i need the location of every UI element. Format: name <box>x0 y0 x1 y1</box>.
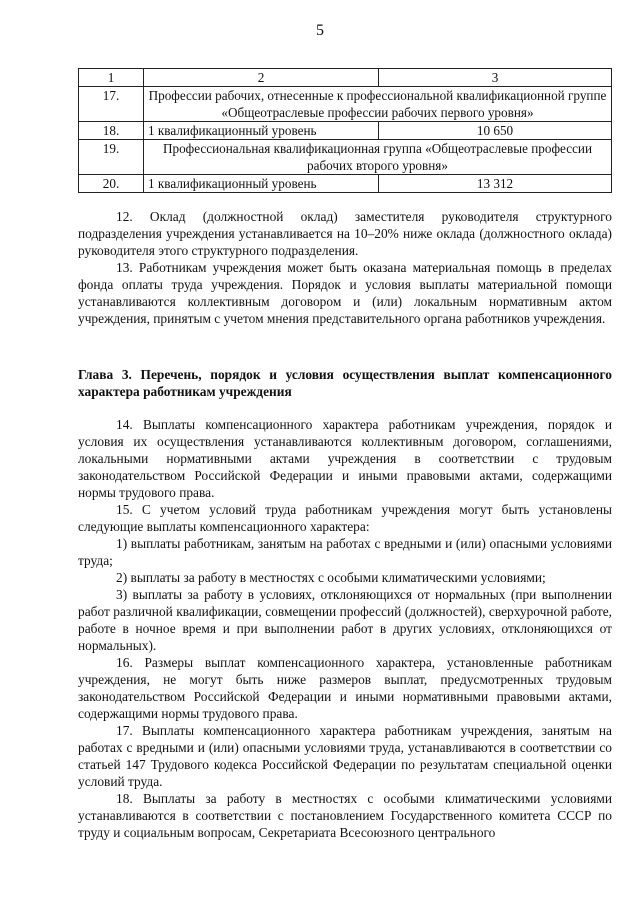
page-number: 5 <box>316 22 324 39</box>
bottom-paragraphs <box>78 416 612 841</box>
list-item: 1) выплаты работникам, занятым на работах с вредными и (или) опасными условиями труда; <box>78 536 612 568</box>
table-row <box>79 175 612 193</box>
row-value: 10 650 <box>379 122 612 140</box>
row-number: 17. <box>79 87 144 122</box>
table-row <box>79 122 612 140</box>
row-value: 13 312 <box>379 175 612 193</box>
top-paragraphs <box>78 208 612 327</box>
row-level: 1 квалификационный уровень <box>144 175 379 193</box>
row-number: 19. <box>79 140 144 175</box>
list-item: 2) выплаты за работу в местностях с особыми климатическими условиями; <box>116 570 546 585</box>
chapter-section <box>78 366 612 400</box>
paragraph: 17. Выплаты компенсационного характера работникам учреждения, занятым на работах с вредными и (или) опасными условиями труда, устанавливаются в соответствии со статьей 147 Трудового кодекса Российской Федерации по результатам специальной оценки условий труда. <box>78 723 612 789</box>
paragraph: 15. С учетом условий труда работникам учреждения могут быть установлены следующие выплаты компенсационного характера: <box>78 502 612 534</box>
row-number: 20. <box>79 175 144 193</box>
row-level: 1 квалификационный уровень <box>144 122 379 140</box>
paragraph: 13. Работникам учреждения может быть оказана материальная помощь в пределах фонда оплаты труда учреждения. Порядок и условия выплаты материальной помощи устанавливаются коллективным договором и (или) локальным нормативным актом учреждения, принятым с учетом мнения представительного органа работников учреждения. <box>78 260 612 326</box>
chapter-heading: Глава 3. Перечень, порядок и условия осуществления выплат компенсационного характера работникам учреждения <box>78 367 612 399</box>
table-header-row <box>79 69 612 87</box>
paragraph: 12. Оклад (должностной оклад) заместителя руководителя структурного подразделения учреждения устанавливается на 10–20% ниже оклада (должностного оклада) руководителя этого структурного подразделения. <box>78 209 612 258</box>
paragraph: 14. Выплаты компенсационного характера работникам учреждения, порядок и условия их осуществления устанавливаются коллективным договором, соглашениями, локальными нормативными актами учреждения в соответствии с трудовым законодательством Российской Федерации и иными правовыми актами, содержащими нормы трудового права. <box>78 417 612 500</box>
table-row <box>79 87 612 122</box>
paragraph: 16. Размеры выплат компенсационного характера, установленные работникам учреждения, не могут быть ниже размеров выплат, предусмотренных трудовым законодательством Российской Федерации и иными нормативными правовыми актами, содержащими нормы трудового права. <box>78 655 612 721</box>
table-row <box>79 140 612 175</box>
row-group-title: Профессии рабочих, отнесенные к профессиональной квалификационной группе «Общеотраслевые профессии рабочих первого уровня» <box>144 87 612 122</box>
list-item: 3) выплаты за работу в условиях, отклоняющихся от нормальных (при выполнении работ различной квалификации, совмещении профессий (должностей), сверхурочной работе, работе в ночное время и при выполнении работ в других условиях, отклоняющихся от нормальных). <box>78 587 612 653</box>
row-group-title: Профессиональная квалификационная группа «Общеотраслевые профессии рабочих второго уровня» <box>144 140 612 175</box>
table-header-cell: 2 <box>144 69 379 87</box>
table-header-cell: 1 <box>79 69 144 87</box>
table-header-cell: 3 <box>379 69 612 87</box>
paragraph: 18. Выплаты за работу в местностях с особыми климатическими условиями устанавливаются в соответствии с постановлением Государственного комитета СССР по труду и социальным вопросам, Секретариата Всесоюзного центрального <box>78 791 612 840</box>
salary-table <box>78 68 612 193</box>
row-number: 18. <box>79 122 144 140</box>
